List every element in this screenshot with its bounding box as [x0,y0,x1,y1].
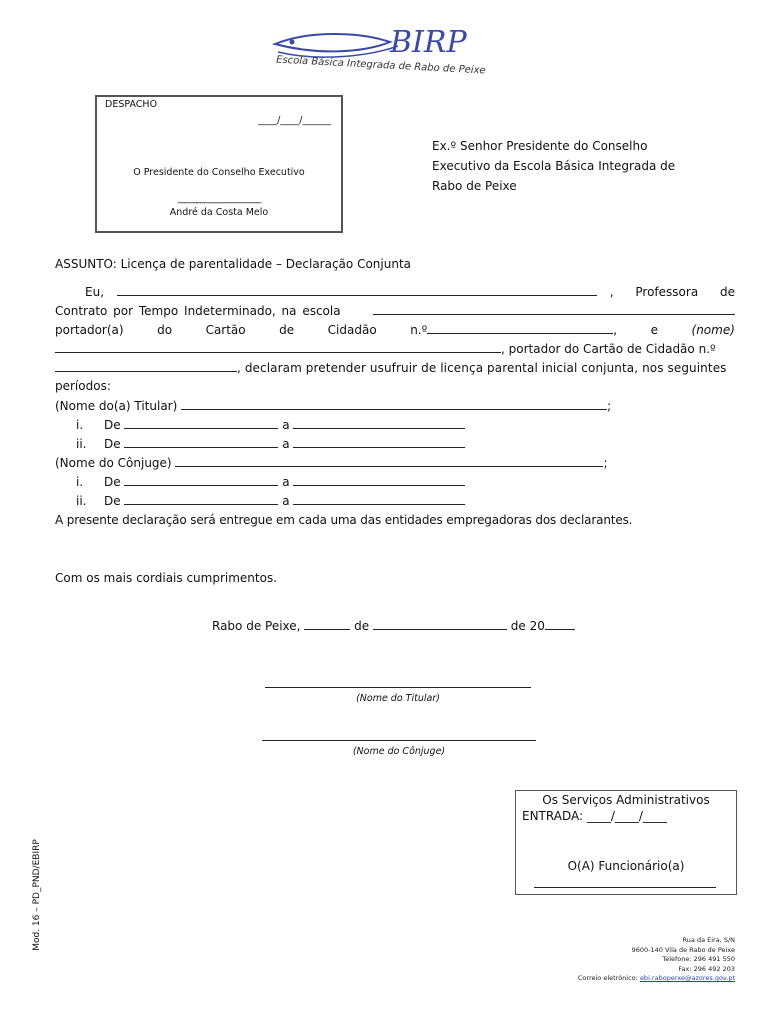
body-e: e [650,323,658,337]
date-month-field[interactable] [373,618,507,630]
despacho-signature-line: ______________________ [177,193,261,204]
body-cartao: Cartão [205,323,246,337]
logo-subtitle: Escola Básica Integrada de Rabo de Peixe [275,54,486,77]
body-line-4 [55,341,735,356]
titular-period-2-end[interactable] [293,436,465,448]
despacho-date: ____/____/______ [258,115,331,126]
body-professora: , Professora de [609,285,735,299]
titular-period-2 [76,436,756,451]
addressee-line-2: Executivo da Escola Básica Integrada de [432,159,676,173]
signature-conjuge-line[interactable] [262,740,536,741]
body-nome: (nome) [691,323,735,337]
despacho-signer-name: André da Costa Melo [169,207,269,218]
servicos-title: Os Serviços Administrativos [542,793,710,807]
body-eu: Eu, [85,285,105,299]
footer-email-label: Correio eletrónico: [577,974,638,982]
de-label: De [104,494,121,508]
servicos-signature-line[interactable] [534,887,716,888]
assunto: ASSUNTO: Licença de parentalidade – Declaração Conjunta [55,257,411,271]
servicos-box [515,790,737,895]
footer-fax: Fax: 296 492 203 [678,964,735,973]
conjuge-period-2-start[interactable] [124,493,278,505]
footer-address [578,936,735,984]
conjuge-row [55,455,735,470]
conjuge-label: (Nome do Cônjuge) [55,456,172,470]
titular-period-1-start[interactable] [124,417,278,429]
conjuge-period-1-start[interactable] [124,474,278,486]
name-field-1[interactable] [117,284,597,296]
titular-name-field[interactable] [181,398,607,410]
titular-row [55,398,735,413]
footer-phone: Telefone: 296 491 550 [662,955,735,963]
presente-text: A presente declaração será entregue em cada uma das entidades empregadoras dos declarantes. [55,513,633,527]
titular-semicolon: ; [607,399,612,413]
de-label: De [104,437,121,451]
footer-address-1: Rua da Eira, S/N [682,936,735,944]
roman-i-1: i. [76,418,84,432]
body-line-5 [55,360,735,375]
svg-text:BIRP: BIRP [390,25,467,60]
titular-period-1-end[interactable] [293,417,465,429]
date-year-field[interactable] [545,618,575,630]
servicos-entrada: ENTRADA: ____/____/____ [522,809,667,823]
body-comma: , [613,323,618,337]
body-declaram: , declaram pretender usufruir de licença parental inicial conjunta, nos seguintes [237,361,727,375]
date-de-2: de 20 [510,619,545,633]
signature-titular-line[interactable] [265,687,531,688]
a-label: a [282,494,290,508]
conjuge-period-1 [76,474,756,489]
side-code: Mod. 16 – PD_PND/EBIRP [32,839,42,951]
titular-label: (Nome do(a) Titular) [55,399,178,413]
servicos-funcionario: O(A) Funcionário(a) [567,859,685,873]
body-de: de [279,323,295,337]
a-label: a [282,437,290,451]
name-field-2[interactable] [55,341,501,353]
date-place: Rabo de Peixe, [212,619,301,633]
titular-period-2-start[interactable] [124,436,278,448]
signature-titular-label: (Nome do Titular) [356,693,440,704]
roman-ii-2: ii. [76,494,87,508]
footer-email-link[interactable]: ebi.raboperxe@azores.gov.pt [639,974,735,982]
de-label: De [104,475,121,489]
despacho-title: DESPACHO [105,99,158,110]
conjuge-period-1-end[interactable] [293,474,465,486]
date-de-1: de [354,619,370,633]
addressee [432,136,675,196]
footer-address-2: 9600-140 Vila de Rabo de Peixe [631,945,735,954]
body-n: n.º [410,323,428,337]
conjuge-period-2 [76,493,756,508]
body-contrato: Contrato por Tempo Indeterminado, na escola [55,304,341,318]
body-cidadao: Cidadão [327,323,377,337]
a-label: a [282,418,290,432]
de-label: De [104,418,121,432]
despacho-signer-role: O Presidente do Conselho Executivo [133,167,305,178]
body-line-2 [55,303,735,318]
addressee-line-3: Rabo de Peixe [432,179,517,193]
cc-field-1[interactable] [427,322,613,334]
conjuge-name-field[interactable] [175,455,603,467]
despacho-box [95,95,343,233]
body-line-3 [55,322,735,337]
conjuge-semicolon: ; [603,456,608,470]
date-day-field[interactable] [304,618,350,630]
roman-i-2: i. [76,475,84,489]
conjuge-period-2-end[interactable] [293,493,465,505]
roman-ii-1: ii. [76,437,87,451]
school-field[interactable] [373,303,735,315]
school-logo [270,22,486,82]
body-portador: portador(a) [55,323,124,337]
a-label: a [282,475,290,489]
cc-field-2[interactable] [55,360,237,372]
titular-period-1 [76,417,756,432]
signature-conjuge-label: (Nome do Cônjuge) [352,746,446,757]
body-portador2: , portador do Cartão de Cidadão n.º [501,342,716,356]
body-periodos: períodos: [55,379,111,393]
closing-text: Com os mais cordiais cumprimentos. [55,571,278,585]
body-do: do [157,323,173,337]
body-line-1 [55,284,735,299]
addressee-line-1: Ex.º Senhor Presidente do Conselho [432,139,648,153]
date-line [212,618,575,633]
